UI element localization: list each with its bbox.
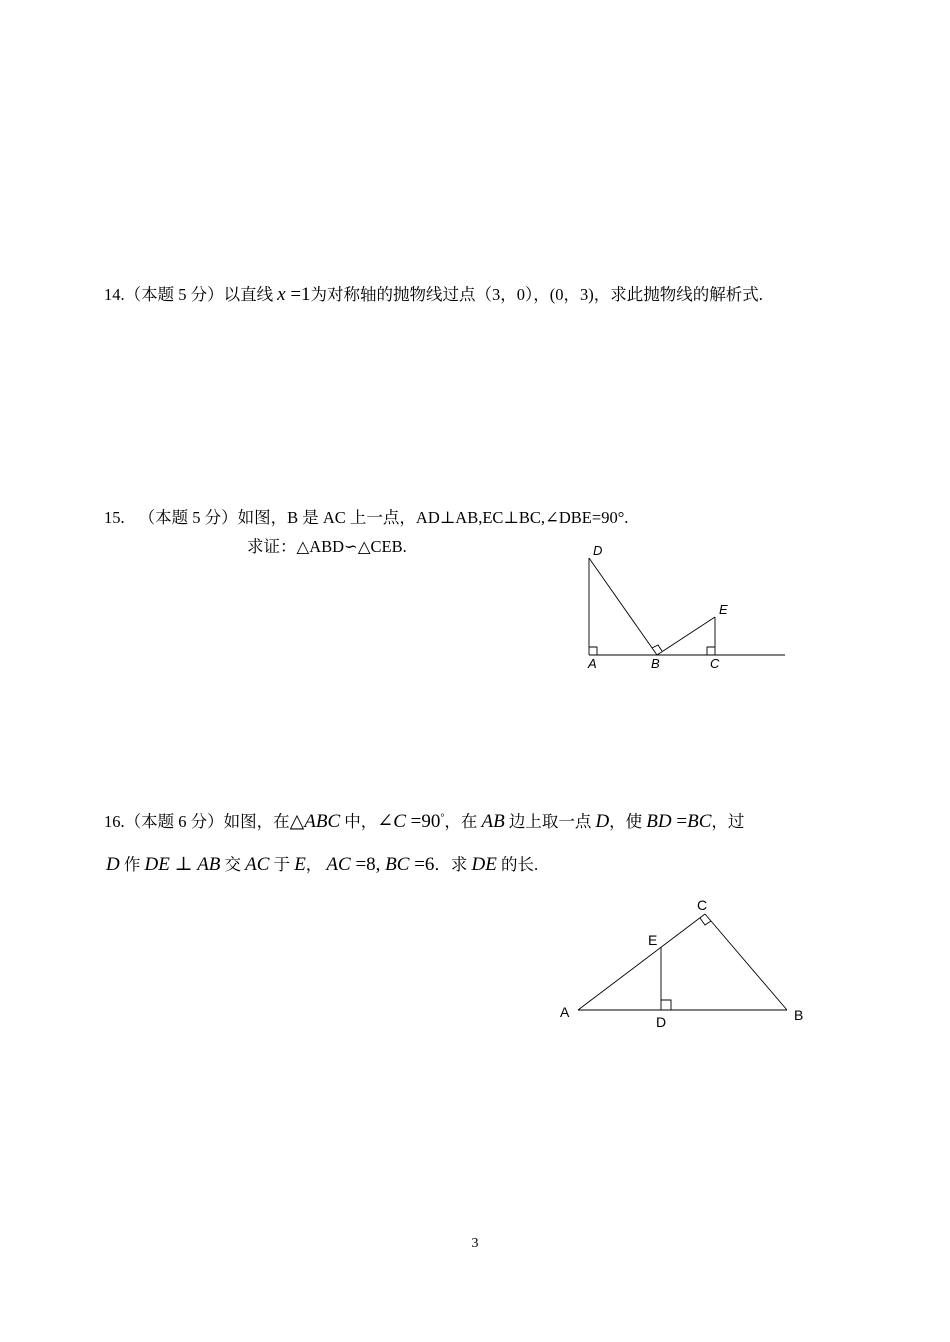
math-de: DE bbox=[144, 854, 170, 875]
math-c: C bbox=[393, 811, 406, 832]
question-14-equals: =1 bbox=[285, 284, 311, 305]
triangle-symbol: △ bbox=[289, 811, 305, 832]
question-14-number: 14. bbox=[104, 285, 125, 304]
angle-symbol: ∠ bbox=[377, 811, 394, 832]
question-16-text: 于 bbox=[269, 855, 295, 874]
figure-15-label-a: A bbox=[588, 656, 597, 671]
question-14-text-2: 为对称轴的抛物线过点（3，0），(0，3)，求此抛物线的解析式. bbox=[310, 285, 763, 304]
question-14-text-1: 以直线 bbox=[223, 285, 274, 304]
degree-symbol: ° bbox=[440, 812, 445, 824]
perpendicular-symbol: ⊥ bbox=[169, 854, 198, 875]
figure-16-label-d: D bbox=[656, 1014, 667, 1030]
math-ab: AB bbox=[481, 811, 505, 832]
question-16-text: ．求 bbox=[434, 855, 472, 874]
figure-16-line-ac bbox=[578, 914, 705, 1010]
figure-16-label-c: C bbox=[697, 897, 708, 913]
question-14-score: （本题 5 分） bbox=[124, 285, 224, 304]
math-eq-8: =8, bbox=[350, 854, 386, 875]
math-bd: BD bbox=[646, 811, 672, 832]
math-bc: BC bbox=[385, 854, 410, 875]
math-bc: BC bbox=[687, 811, 712, 832]
figure-15-label-b: B bbox=[651, 656, 660, 671]
figure-16-label-e: E bbox=[648, 932, 658, 948]
question-15-text: （本题 5 分）如图，B 是 AC 上一点，AD⊥AB,EC⊥BC,∠DBE=90°. bbox=[138, 508, 629, 527]
math-ac: AC bbox=[326, 854, 351, 875]
question-16-text: （本题 6 分）如图，在 bbox=[124, 812, 290, 831]
question-16-text: ，过 bbox=[711, 812, 745, 831]
figure-15-label-e: E bbox=[719, 602, 728, 617]
math-ab: AB bbox=[197, 854, 221, 875]
math-eq: = bbox=[671, 811, 688, 832]
page-number: 3 bbox=[471, 1236, 479, 1251]
math-d: D bbox=[595, 811, 610, 832]
question-16-number: 16. bbox=[104, 812, 125, 831]
question-16-text: ，在 bbox=[444, 812, 482, 831]
question-16-text: ，使 bbox=[609, 812, 647, 831]
math-eq-6: =6 bbox=[409, 854, 435, 875]
question-16-text: 中， bbox=[340, 812, 378, 831]
figure-15-label-c: C bbox=[710, 656, 720, 671]
question-15-number: 15. bbox=[104, 508, 125, 527]
question-14-var-x: x bbox=[277, 284, 286, 305]
figure-16-label-b: B bbox=[794, 1007, 804, 1023]
question-16-text: 的长. bbox=[496, 855, 539, 874]
math-abc: ABC bbox=[304, 811, 341, 832]
question-16-text: 作 bbox=[119, 855, 145, 874]
figure-16-label-a: A bbox=[560, 1004, 570, 1020]
question-16-text: 交 bbox=[220, 855, 246, 874]
question-16-text: ， bbox=[305, 855, 327, 874]
math-ac: AC bbox=[245, 854, 270, 875]
math-d: D bbox=[106, 854, 120, 875]
math-e: E bbox=[294, 854, 306, 875]
figure-15-label-d: D bbox=[593, 543, 603, 558]
math-eq-90: =90 bbox=[405, 811, 441, 832]
figure-16-right-angle-d bbox=[661, 1000, 671, 1010]
math-de: DE bbox=[471, 854, 497, 875]
question-15-prove: 求证：△ABD∽△CEB. bbox=[247, 537, 407, 556]
question-16-text: 边上取一点 bbox=[504, 812, 596, 831]
figure-16-line-cb bbox=[705, 914, 787, 1010]
